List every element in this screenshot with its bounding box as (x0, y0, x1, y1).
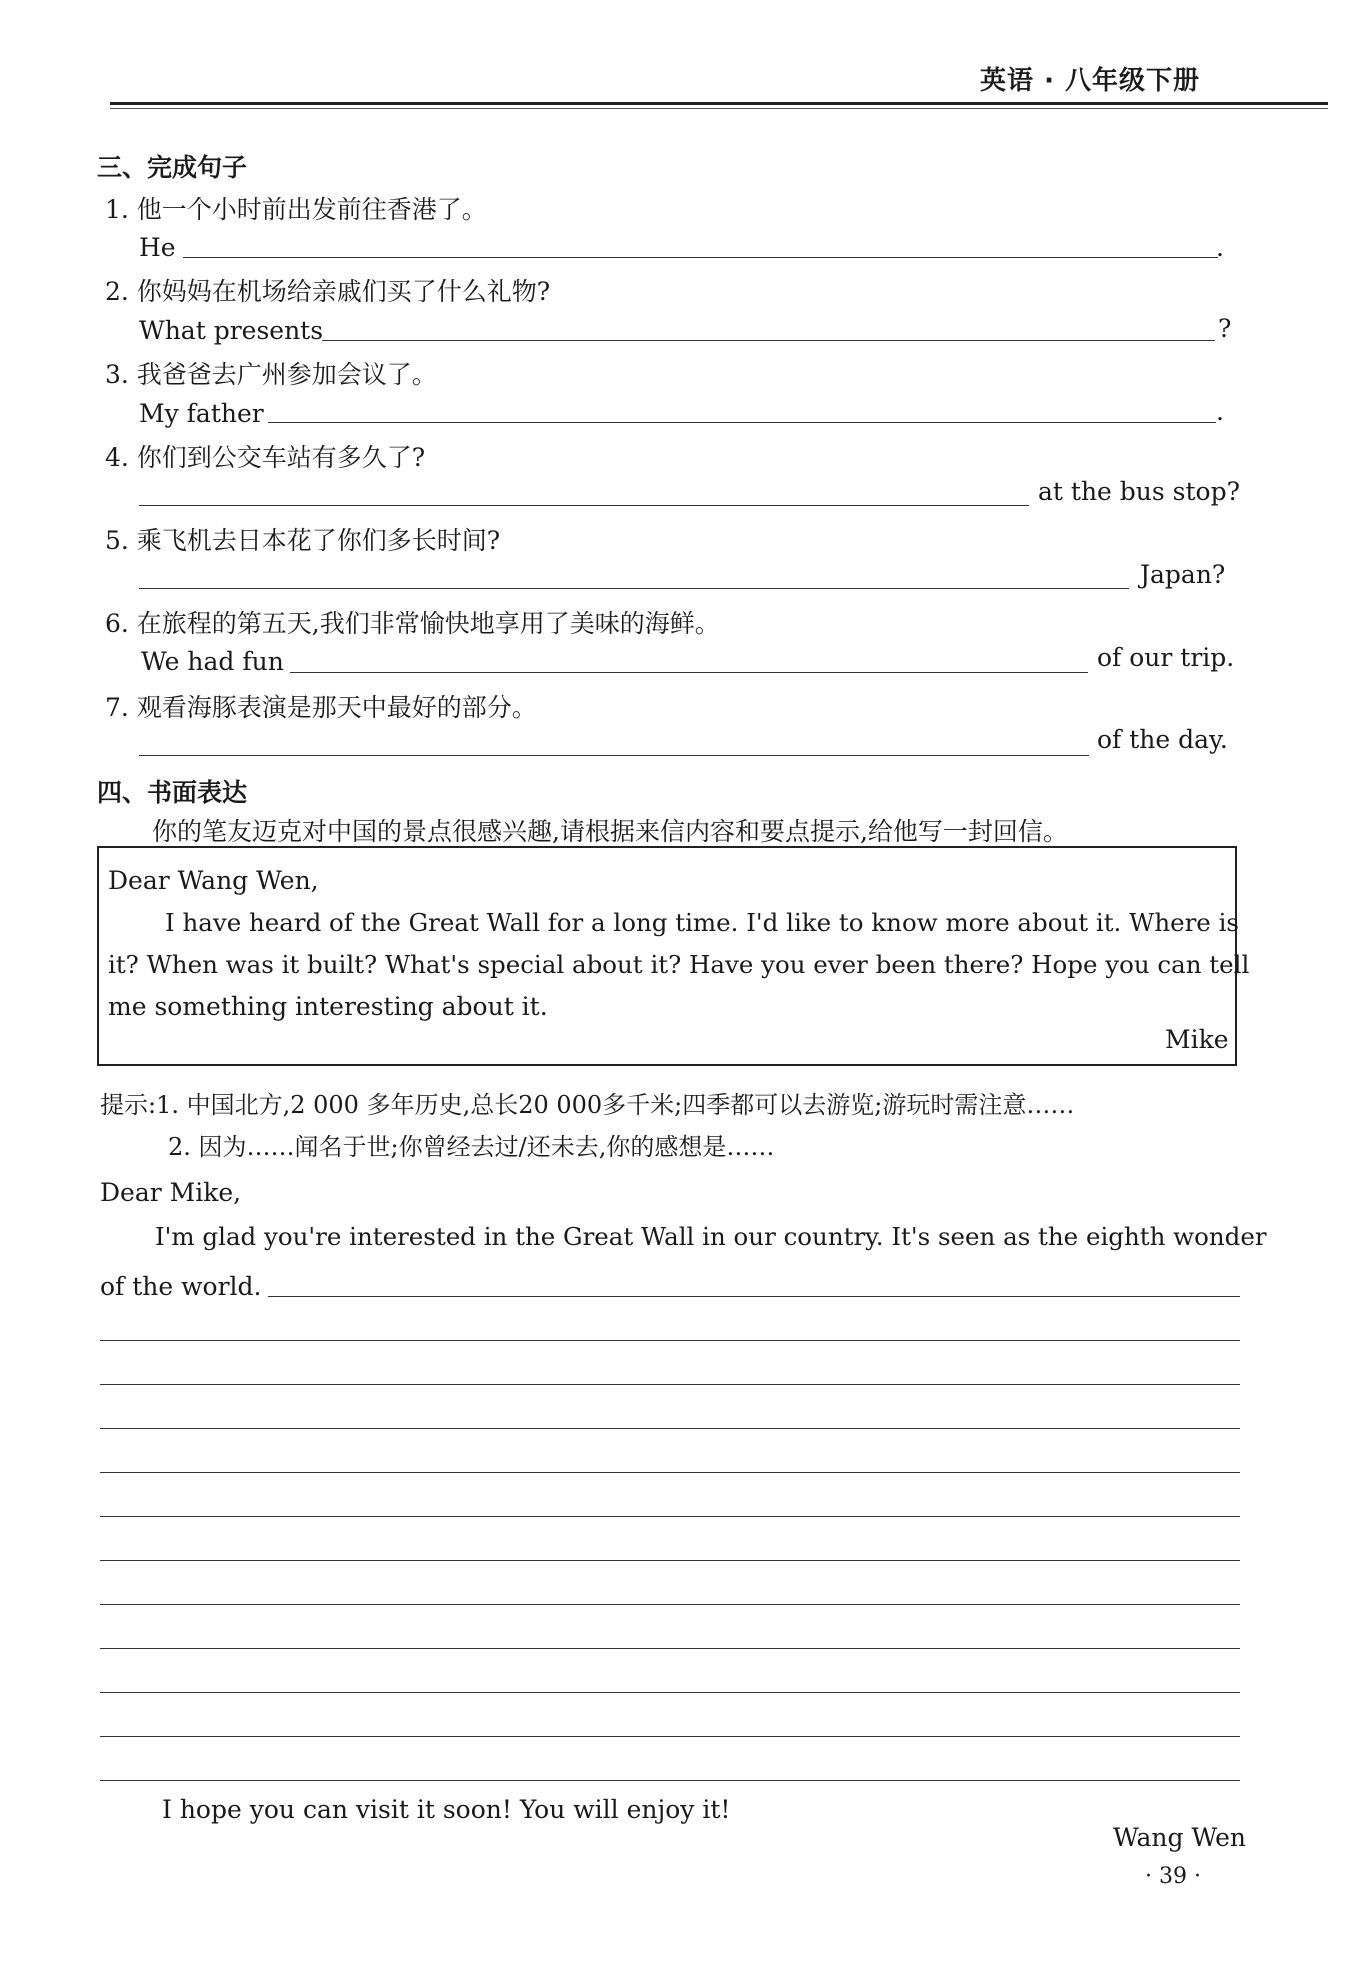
question-4-suffix: at the bus stop? (1038, 477, 1241, 506)
question-6-zh: 6. 在旅程的第五天,我们非常愉快地享用了美味的海鲜。 (105, 609, 720, 638)
answer-blank-4[interactable] (139, 505, 1029, 506)
question-6-suffix: of our trip. (1097, 643, 1235, 672)
section-4-title: 四、书面表达 (97, 778, 248, 807)
reply-line-2-prefix: of the world. (100, 1272, 262, 1301)
hint-line-2: 2. 因为……闻名于世;你曾经去过/还未去,你的感想是…… (168, 1133, 775, 1161)
writing-line[interactable] (100, 1560, 1240, 1561)
writing-line[interactable] (100, 1692, 1240, 1693)
letter-line-3: me something interesting about it. (108, 992, 548, 1021)
question-7-zh: 7. 观看海豚表演是那天中最好的部分。 (105, 693, 537, 722)
question-1-zh: 1. 他一个小时前出发前往香港了。 (105, 195, 487, 224)
writing-line[interactable] (100, 1340, 1240, 1341)
letter-line-2: it? When was it built? What's special about it? Have you ever been there? Hope you can tell (108, 950, 1250, 979)
page-header-title: 英语 · 八年级下册 (980, 66, 1200, 96)
reply-closing: I hope you can visit it soon! You will enjoy it! (162, 1795, 731, 1824)
letter-line-1: I have heard of the Great Wall for a long time. I'd like to know more about it. Where is (165, 908, 1240, 937)
answer-blank-3[interactable] (268, 422, 1216, 423)
writing-line[interactable] (268, 1296, 1240, 1297)
question-5-zh: 5. 乘飞机去日本花了你们多长时间? (105, 526, 501, 555)
writing-line[interactable] (100, 1384, 1240, 1385)
reply-greeting: Dear Mike, (100, 1178, 242, 1207)
reply-signature: Wang Wen (1113, 1823, 1247, 1852)
writing-line[interactable] (100, 1604, 1240, 1605)
writing-line[interactable] (100, 1516, 1240, 1517)
question-3-zh: 3. 我爸爸去广州参加会议了。 (105, 360, 437, 389)
question-2-prefix: What presents (139, 316, 324, 345)
answer-blank-1[interactable] (183, 257, 1218, 258)
writing-line[interactable] (100, 1472, 1240, 1473)
question-2-zh: 2. 你妈妈在机场给亲戚们买了什么礼物? (105, 277, 551, 306)
answer-blank-2[interactable] (322, 340, 1215, 341)
section-3-title: 三、完成句子 (97, 153, 248, 182)
writing-line[interactable] (100, 1736, 1240, 1737)
page-number: · 39 · (1145, 1864, 1201, 1889)
question-3-suffix: . (1216, 397, 1224, 426)
reply-line-1: I'm glad you're interested in the Great Wall in our country. It's seen as the eighth wonder (155, 1222, 1267, 1251)
question-7-suffix: of the day. (1097, 725, 1228, 754)
writing-line[interactable] (100, 1648, 1240, 1649)
question-2-suffix: ? (1218, 314, 1232, 343)
header-rule (110, 102, 1328, 105)
question-1-prefix: He (139, 233, 176, 262)
answer-blank-7[interactable] (139, 755, 1089, 756)
letter-signature: Mike (1165, 1025, 1229, 1054)
writing-instruction: 你的笔友迈克对中国的景点很感兴趣,请根据来信内容和要点提示,给他写一封回信。 (152, 817, 1068, 846)
letter-greeting: Dear Wang Wen, (108, 866, 319, 895)
question-6-prefix: We had fun (141, 647, 284, 676)
writing-line[interactable] (100, 1780, 1240, 1781)
hint-line-1: 提示:1. 中国北方,2 000 多年历史,总长20 000多千米;四季都可以去游览;游玩时需注意…… (100, 1091, 1075, 1119)
answer-blank-6[interactable] (290, 672, 1088, 673)
answer-blank-5[interactable] (139, 588, 1129, 589)
question-1-suffix: . (1216, 233, 1224, 262)
question-5-suffix: Japan? (1140, 560, 1226, 589)
writing-line[interactable] (100, 1428, 1240, 1429)
question-3-prefix: My father (139, 399, 264, 428)
question-4-zh: 4. 你们到公交车站有多久了? (105, 443, 426, 472)
header-rule-thin (110, 108, 1328, 109)
